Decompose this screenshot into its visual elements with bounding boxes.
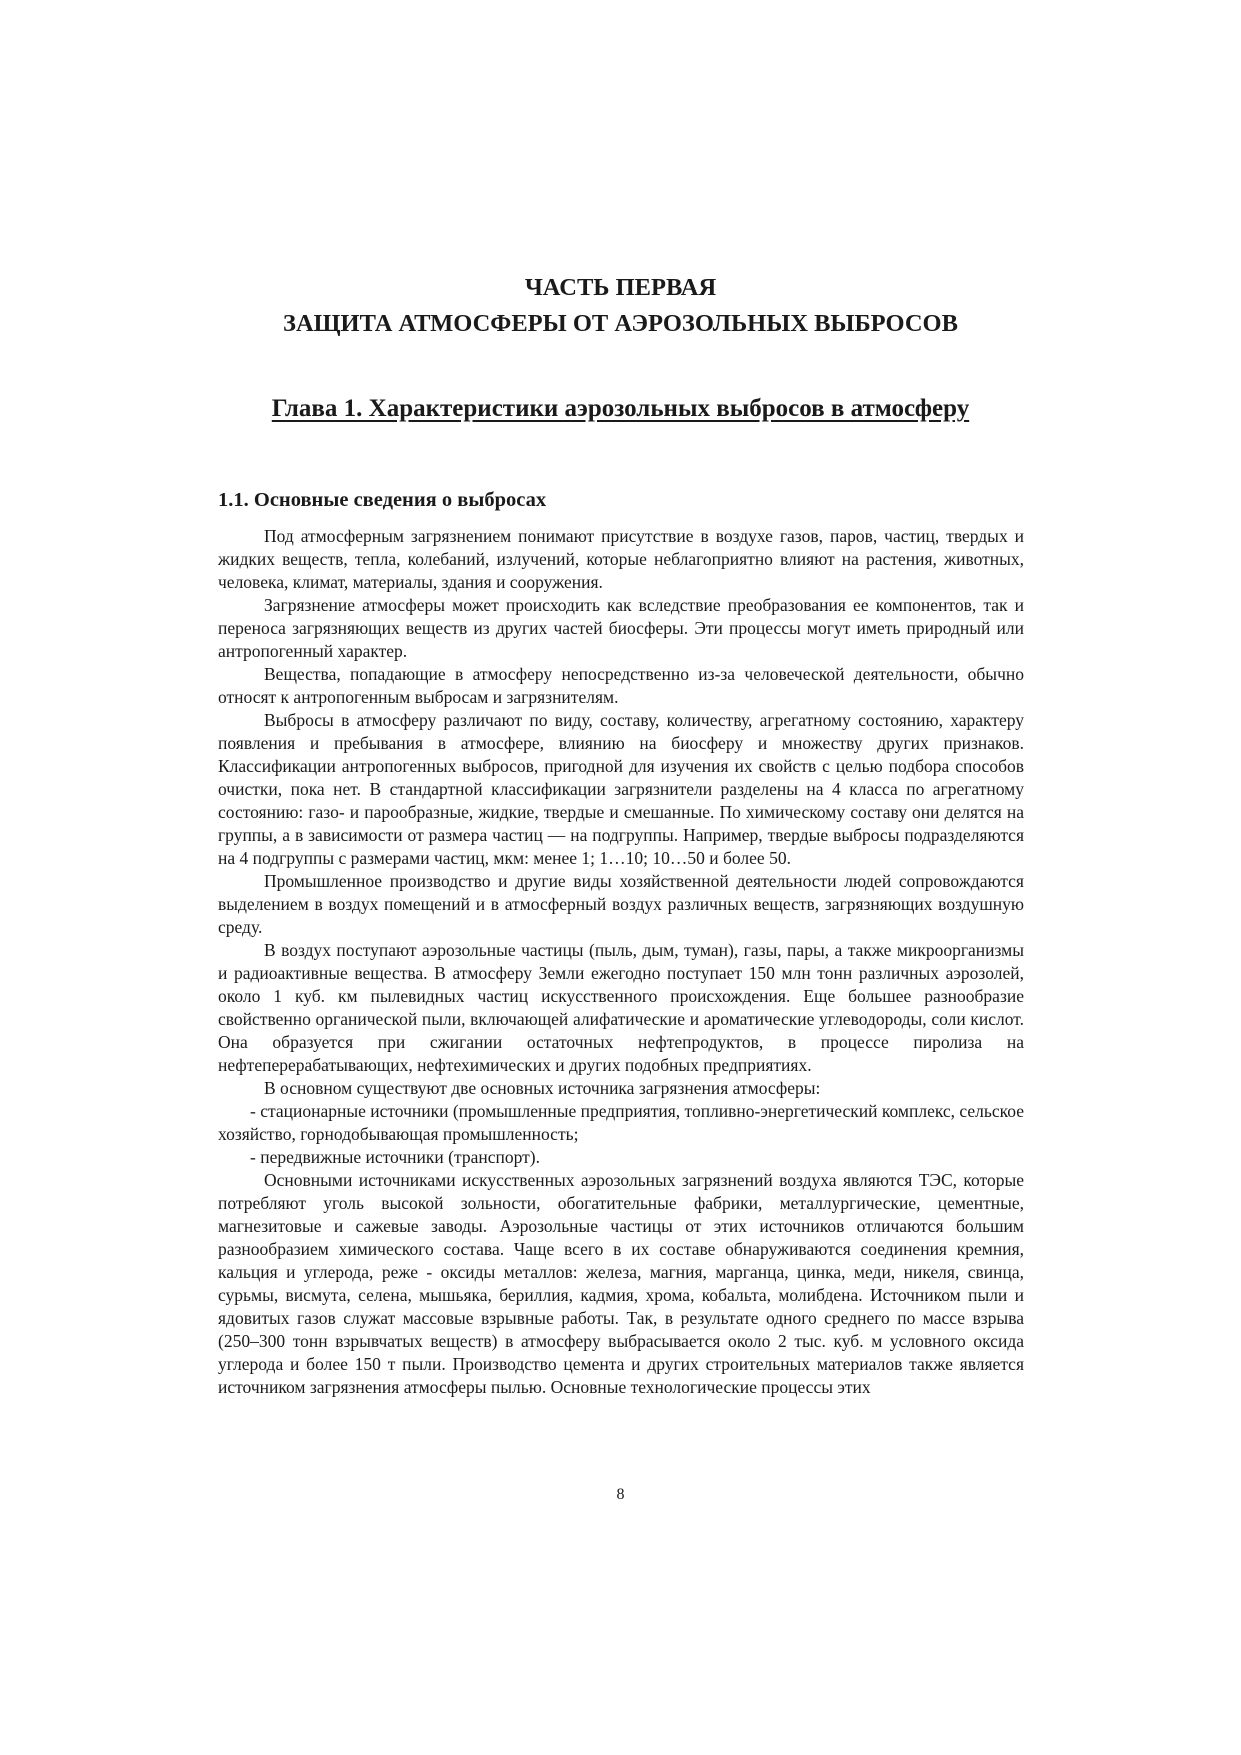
- paragraph: Загрязнение атмосферы может происходить как вследствие преобразования ее компонентов, так и переноса загрязняющих веществ из других частей биосферы. Эти процессы могут иметь природный или антропогенный характер.: [218, 595, 1024, 661]
- paragraph: Промышленное производство и другие виды хозяйственной деятельности людей сопровождаются выделением в воздух помещений и в атмосферный воздух различных веществ, загрязняющих воздушную среду.: [218, 871, 1024, 937]
- paragraph: Выбросы в атмосферу различают по виду, составу, количеству, агрегатному состоянию, характеру появления и пребывания в атмосфере, влиянию на биосферу и множеству других признаков. Классификации антропогенных выбросов, пригодной для изучения их свойств с целью подбора способов очистки, пока нет. В стандартной классификации загрязнители разделены на 4 класса по агрегатному состоянию: газо- и парообразные, жидкие, твердые и смешанные. По химическому составу они делятся на группы, а в зависимости от размера частиц — на подгруппы. Например, твердые выбросы подразделяются на 4 подгруппы с размерами частиц, мкм: менее 1; 1…10; 10…50 и более 50.: [218, 710, 1024, 868]
- paragraph: Под атмосферным загрязнением понимают присутствие в воздухе газов, паров, частиц, твердых и жидких веществ, тепла, колебаний, излучений, которые неблагоприятно влияют на растения, животных, человека, климат, материалы, здания и сооружения.: [218, 526, 1024, 592]
- paragraph: Основными источниками искусственных аэрозольных загрязнений воздуха являются ТЭС, которые потребляют уголь высокой зольности, обогатительные фабрики, металлургические, цементные, магнезитовые и сажевые заводы. Аэрозольные частицы от этих источников отличаются большим разнообразием химического состава. Чаще всего в их составе обнаруживаются соединения кремния, кальция и углерода, реже - оксиды металлов: железа, магния, марганца, цинка, меди, никеля, свинца, сурьмы, висмута, селена, мышьяка, бериллия, кадмия, хрома, кобальта, молибдена. Источником пыли и ядовитых газов служат массовые взрывные работы. Так, в результате одного среднего по массе взрыва (250–300 тонн взрывчатых веществ) в атмосферу выбрасывается около 2 тыс. куб. м условного оксида углерода и более 150 т пыли. Производство цемента и других строительных материалов также является источником загрязнения атмосферы пылью. Основные технологические процессы этих: [218, 1170, 1024, 1397]
- body-text: [218, 525, 1024, 1399]
- part-title: [0, 270, 1241, 342]
- section-title: 1.1. Основные сведения о выбросах: [218, 489, 547, 511]
- page-number: 8: [616, 1486, 625, 1503]
- paragraph: В основном существуют две основных источника загрязнения атмосферы:: [264, 1078, 821, 1098]
- chapter-title-text: Глава 1. Характеристики аэрозольных выбросов в атмосферу: [271, 395, 970, 422]
- paragraph: В воздух поступают аэрозольные частицы (пыль, дым, туман), газы, пары, а также микроорганизмы и радиоактивные вещества. В атмосферу Земли ежегодно поступает 150 млн тонн различных аэрозолей, около 1 куб. км пылевидных частиц искусственного происхождения. Еще большее разнообразие свойственно органической пыли, включающей алифатические и ароматические углеводороды, соли кислот. Она образуется при сжигании остаточных нефтепродуктов, в процессе пиролиза на нефтеперерабатывающих, нефтехимических и других подобных предприятиях.: [218, 940, 1024, 1075]
- part-title-line-2: ЗАЩИТА АТМОСФЕРЫ ОТ АЭРОЗОЛЬНЫХ ВЫБРОСОВ: [283, 310, 958, 337]
- paragraph: Вещества, попадающие в атмосферу непосредственно из-за человеческой деятельности, обычно относят к антропогенным выбросам и загрязнителям.: [218, 664, 1024, 707]
- list-item: - передвижные источники (транспорт).: [250, 1147, 540, 1167]
- part-title-line-1: ЧАСТЬ ПЕРВАЯ: [524, 274, 717, 301]
- list-item: - стационарные источники (промышленные предприятия, топливно-энергетический комплекс, сельское хозяйство, горнодобывающая промышленность;: [218, 1101, 1025, 1144]
- chapter-title: [0, 392, 1241, 426]
